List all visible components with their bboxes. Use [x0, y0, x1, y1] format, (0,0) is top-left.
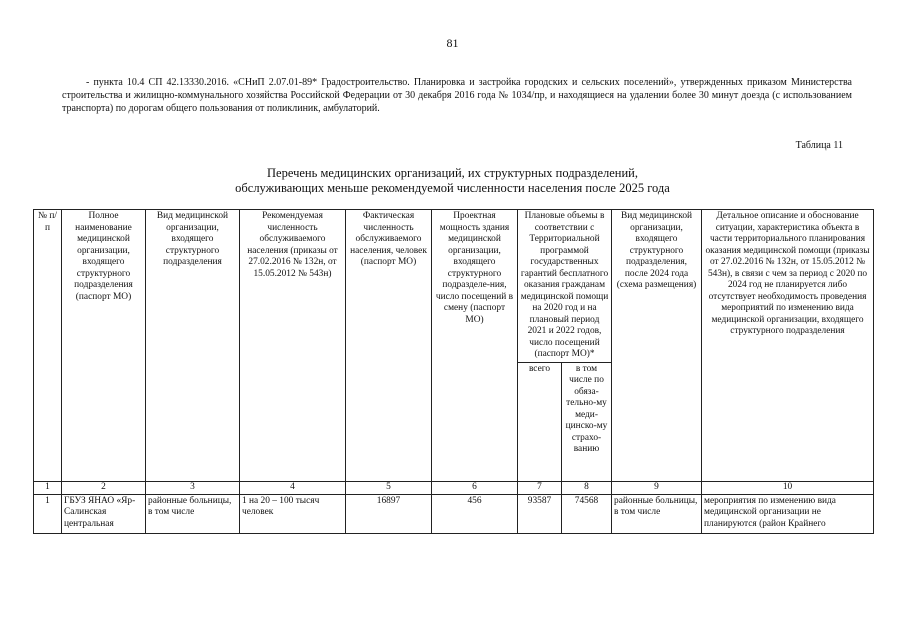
header-org-type-after-2024: Вид медицинской организации, входящего структурного подразделения, после 2024 года (схема размещения) [612, 210, 702, 482]
column-number: 9 [612, 481, 702, 494]
column-number: 5 [346, 481, 432, 494]
row-number: 1 [34, 494, 62, 533]
row-org-name: ГБУЗ ЯНАО «Яр-Салинская центральная [62, 494, 146, 533]
header-detailed-description: Детальное описание и обоснование ситуации, характеристика объекта в части территориального планирования оказания медицинской помощи (приказы от 27.02.2016 № 132н, от 15.05.2012 № 543н), в связи с чем за период с 2020 по 2024 год не планируется либо отсутствует необходимость проведения мероприятий по изменению вида медицинской организации, входящего структурного подразделения [702, 210, 874, 482]
intro-paragraph: - пункта 10.4 СП 42.13330.2016. «СНиП 2.07.01-89* Градостроительство. Планировка и застройка городских и сельских поселений», утвержденных приказом Министерства строительства и жилищно-коммунального хозяйства Российской Федерации от 30 декабря 2016 года № 1034/пр, и находящиеся на удалении более 30 минут доезда (с использованием транспорта) по дорогам общего пользования от поликлиник, амбулаторий. [62, 77, 852, 114]
header-row [34, 210, 874, 363]
row-description: мероприятия по изменению вида медицинской организации не планируются (район Крайнего [702, 494, 874, 533]
header-design-capacity: Проектная мощность здания медицинской организации, входящего структурного подразделе-ния, число посещений в смену (паспорт МО) [432, 210, 518, 482]
row-recommended-population: 1 на 20 – 100 тысяч человек [240, 494, 346, 533]
header-oms: в том числе по обяза-тельно-му меди-цинско-му страхо-ванию [562, 362, 612, 481]
header-recommended-population: Рекомендуемая численность обслуживаемого населения (приказы от 27.02.2016 № 132н, от 15.05.2012 № 543н) [240, 210, 346, 482]
column-number: 7 [518, 481, 562, 494]
column-number-row [34, 481, 874, 494]
table-title [0, 166, 905, 196]
column-number: 6 [432, 481, 518, 494]
row-actual-population: 16897 [346, 494, 432, 533]
column-number: 3 [146, 481, 240, 494]
row-org-type-after-2024: районные больницы, в том числе [612, 494, 702, 533]
header-number: № п/п [34, 210, 62, 482]
row-design-capacity: 456 [432, 494, 518, 533]
table-label: Таблица 11 [795, 140, 843, 151]
header-planned-volumes: Плановые объемы в соответствии с Территориальной программой государственных гарантий бесплатного оказания гражданам медицинской помощи на 2020 год и на плановый период 2021 и 2022 годов, число посещений (паспорт МО)* [518, 210, 612, 363]
row-total-visits: 93587 [518, 494, 562, 533]
column-number: 8 [562, 481, 612, 494]
column-number: 1 [34, 481, 62, 494]
row-org-type: районные больницы, в том числе [146, 494, 240, 533]
medical-organizations-table [33, 209, 874, 534]
table-title-line-2: обслуживающих меньше рекомендуемой численности населения после 2025 года [235, 181, 670, 195]
column-number: 10 [702, 481, 874, 494]
table-title-line-1: Перечень медицинских организаций, их структурных подразделений, [267, 166, 638, 180]
header-full-name: Полное наименование медицинской организации, входящего структурного подразделения (паспорт МО) [62, 210, 146, 482]
column-number: 2 [62, 481, 146, 494]
row-oms-visits: 74568 [562, 494, 612, 533]
header-total: всего [518, 362, 562, 481]
page-number: 81 [446, 36, 459, 50]
header-actual-population: Фактическая численность обслуживаемого населения, человек (паспорт МО) [346, 210, 432, 482]
column-number: 4 [240, 481, 346, 494]
header-org-type: Вид медицинской организации, входящего структурного подразделения [146, 210, 240, 482]
table-row [34, 494, 874, 533]
